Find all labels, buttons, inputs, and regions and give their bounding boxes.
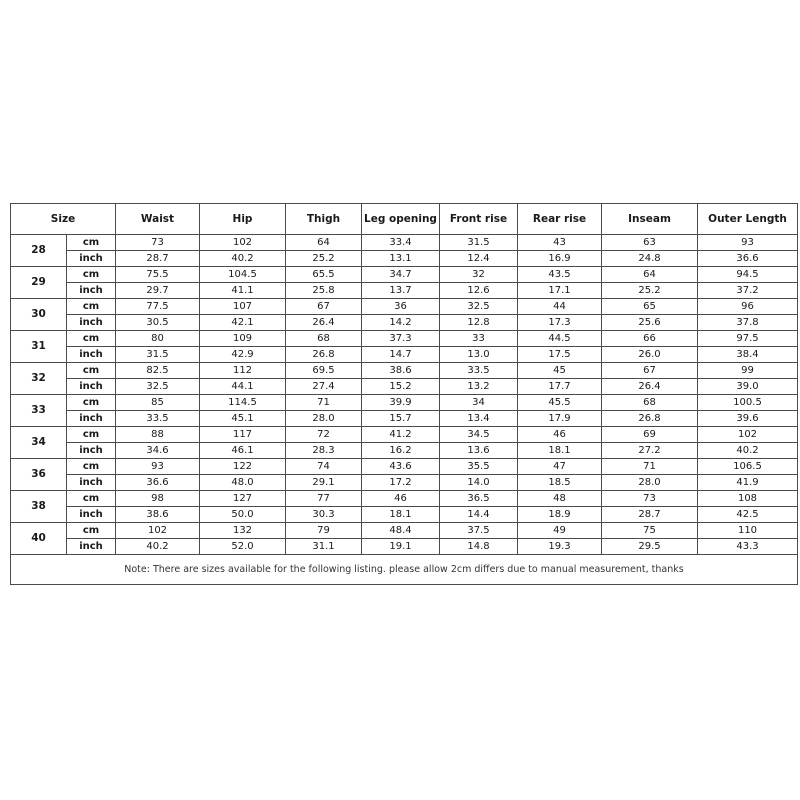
table-row bbox=[11, 427, 798, 443]
unit-label: cm bbox=[67, 491, 116, 507]
leg-opening-value: 19.1 bbox=[362, 539, 440, 555]
outer-length-value: 110 bbox=[698, 523, 798, 539]
hip-value: 102 bbox=[200, 235, 286, 251]
outer-length-value: 38.4 bbox=[698, 347, 798, 363]
inseam-value: 71 bbox=[602, 459, 698, 475]
table-row bbox=[11, 443, 798, 459]
leg-opening-value: 15.2 bbox=[362, 379, 440, 395]
rear-rise-value: 17.3 bbox=[518, 315, 602, 331]
outer-length-value: 41.9 bbox=[698, 475, 798, 491]
hip-value: 112 bbox=[200, 363, 286, 379]
table-row bbox=[11, 475, 798, 491]
inseam-value: 26.8 bbox=[602, 411, 698, 427]
unit-label: inch bbox=[67, 347, 116, 363]
leg-opening-value: 18.1 bbox=[362, 507, 440, 523]
unit-label: inch bbox=[67, 443, 116, 459]
unit-label: cm bbox=[67, 363, 116, 379]
rear-rise-value: 19.3 bbox=[518, 539, 602, 555]
outer-length-value: 106.5 bbox=[698, 459, 798, 475]
inseam-value: 68 bbox=[602, 395, 698, 411]
header-outer-length: Outer Length bbox=[698, 204, 798, 235]
thigh-value: 30.3 bbox=[286, 507, 362, 523]
thigh-value: 65.5 bbox=[286, 267, 362, 283]
leg-opening-value: 41.2 bbox=[362, 427, 440, 443]
waist-value: 38.6 bbox=[116, 507, 200, 523]
outer-length-value: 42.5 bbox=[698, 507, 798, 523]
hip-value: 42.1 bbox=[200, 315, 286, 331]
size-label: 38 bbox=[11, 491, 67, 523]
outer-length-value: 100.5 bbox=[698, 395, 798, 411]
unit-label: inch bbox=[67, 283, 116, 299]
outer-length-value: 37.2 bbox=[698, 283, 798, 299]
outer-length-value: 40.2 bbox=[698, 443, 798, 459]
waist-value: 102 bbox=[116, 523, 200, 539]
outer-length-value: 97.5 bbox=[698, 331, 798, 347]
rear-rise-value: 46 bbox=[518, 427, 602, 443]
hip-value: 50.0 bbox=[200, 507, 286, 523]
inseam-value: 63 bbox=[602, 235, 698, 251]
table-row bbox=[11, 363, 798, 379]
header-waist: Waist bbox=[116, 204, 200, 235]
leg-opening-value: 33.4 bbox=[362, 235, 440, 251]
unit-label: cm bbox=[67, 299, 116, 315]
front-rise-value: 37.5 bbox=[440, 523, 518, 539]
unit-label: inch bbox=[67, 475, 116, 491]
waist-value: 40.2 bbox=[116, 539, 200, 555]
leg-opening-value: 15.7 bbox=[362, 411, 440, 427]
size-label: 36 bbox=[11, 459, 67, 491]
front-rise-value: 31.5 bbox=[440, 235, 518, 251]
waist-value: 77.5 bbox=[116, 299, 200, 315]
thigh-value: 69.5 bbox=[286, 363, 362, 379]
outer-length-value: 94.5 bbox=[698, 267, 798, 283]
hip-value: 46.1 bbox=[200, 443, 286, 459]
rear-rise-value: 18.9 bbox=[518, 507, 602, 523]
outer-length-value: 93 bbox=[698, 235, 798, 251]
hip-value: 48.0 bbox=[200, 475, 286, 491]
leg-opening-value: 13.1 bbox=[362, 251, 440, 267]
front-rise-value: 32 bbox=[440, 267, 518, 283]
header-row bbox=[11, 204, 798, 235]
front-rise-value: 14.8 bbox=[440, 539, 518, 555]
outer-length-value: 96 bbox=[698, 299, 798, 315]
leg-opening-value: 13.7 bbox=[362, 283, 440, 299]
thigh-value: 72 bbox=[286, 427, 362, 443]
size-label: 40 bbox=[11, 523, 67, 555]
table-row bbox=[11, 235, 798, 251]
table-row bbox=[11, 459, 798, 475]
header-inseam: Inseam bbox=[602, 204, 698, 235]
rear-rise-value: 17.9 bbox=[518, 411, 602, 427]
size-label: 33 bbox=[11, 395, 67, 427]
unit-label: inch bbox=[67, 539, 116, 555]
table-row bbox=[11, 347, 798, 363]
table-row bbox=[11, 491, 798, 507]
leg-opening-value: 38.6 bbox=[362, 363, 440, 379]
hip-value: 127 bbox=[200, 491, 286, 507]
front-rise-value: 13.0 bbox=[440, 347, 518, 363]
inseam-value: 29.5 bbox=[602, 539, 698, 555]
header-rear-rise: Rear rise bbox=[518, 204, 602, 235]
waist-value: 73 bbox=[116, 235, 200, 251]
inseam-value: 64 bbox=[602, 267, 698, 283]
front-rise-value: 34 bbox=[440, 395, 518, 411]
unit-label: cm bbox=[67, 267, 116, 283]
waist-value: 30.5 bbox=[116, 315, 200, 331]
size-chart-table bbox=[10, 203, 798, 585]
outer-length-value: 108 bbox=[698, 491, 798, 507]
unit-label: inch bbox=[67, 251, 116, 267]
rear-rise-value: 43.5 bbox=[518, 267, 602, 283]
thigh-value: 28.3 bbox=[286, 443, 362, 459]
thigh-value: 26.8 bbox=[286, 347, 362, 363]
inseam-value: 67 bbox=[602, 363, 698, 379]
inseam-value: 27.2 bbox=[602, 443, 698, 459]
hip-value: 114.5 bbox=[200, 395, 286, 411]
hip-value: 104.5 bbox=[200, 267, 286, 283]
outer-length-value: 99 bbox=[698, 363, 798, 379]
hip-value: 132 bbox=[200, 523, 286, 539]
inseam-value: 26.4 bbox=[602, 379, 698, 395]
inseam-value: 65 bbox=[602, 299, 698, 315]
rear-rise-value: 17.5 bbox=[518, 347, 602, 363]
table-row bbox=[11, 523, 798, 539]
leg-opening-value: 37.3 bbox=[362, 331, 440, 347]
size-label: 29 bbox=[11, 267, 67, 299]
thigh-value: 68 bbox=[286, 331, 362, 347]
table-row bbox=[11, 299, 798, 315]
rear-rise-value: 17.7 bbox=[518, 379, 602, 395]
leg-opening-value: 14.2 bbox=[362, 315, 440, 331]
hip-value: 41.1 bbox=[200, 283, 286, 299]
rear-rise-value: 43 bbox=[518, 235, 602, 251]
leg-opening-value: 16.2 bbox=[362, 443, 440, 459]
rear-rise-value: 48 bbox=[518, 491, 602, 507]
leg-opening-value: 36 bbox=[362, 299, 440, 315]
table-row bbox=[11, 379, 798, 395]
waist-value: 88 bbox=[116, 427, 200, 443]
header-size: Size bbox=[11, 204, 116, 235]
unit-label: inch bbox=[67, 315, 116, 331]
size-label: 31 bbox=[11, 331, 67, 363]
thigh-value: 64 bbox=[286, 235, 362, 251]
front-rise-value: 35.5 bbox=[440, 459, 518, 475]
size-label: 34 bbox=[11, 427, 67, 459]
rear-rise-value: 49 bbox=[518, 523, 602, 539]
thigh-value: 29.1 bbox=[286, 475, 362, 491]
outer-length-value: 102 bbox=[698, 427, 798, 443]
waist-value: 93 bbox=[116, 459, 200, 475]
header-front-rise: Front rise bbox=[440, 204, 518, 235]
inseam-value: 28.0 bbox=[602, 475, 698, 491]
front-rise-value: 32.5 bbox=[440, 299, 518, 315]
rear-rise-value: 47 bbox=[518, 459, 602, 475]
header-leg-opening: Leg opening bbox=[362, 204, 440, 235]
leg-opening-value: 34.7 bbox=[362, 267, 440, 283]
thigh-value: 79 bbox=[286, 523, 362, 539]
thigh-value: 25.8 bbox=[286, 283, 362, 299]
thigh-value: 26.4 bbox=[286, 315, 362, 331]
front-rise-value: 13.2 bbox=[440, 379, 518, 395]
front-rise-value: 12.6 bbox=[440, 283, 518, 299]
unit-label: inch bbox=[67, 379, 116, 395]
leg-opening-value: 46 bbox=[362, 491, 440, 507]
front-rise-value: 33 bbox=[440, 331, 518, 347]
waist-value: 32.5 bbox=[116, 379, 200, 395]
table-row bbox=[11, 251, 798, 267]
table-row bbox=[11, 395, 798, 411]
inseam-value: 28.7 bbox=[602, 507, 698, 523]
rear-rise-value: 18.1 bbox=[518, 443, 602, 459]
waist-value: 28.7 bbox=[116, 251, 200, 267]
waist-value: 80 bbox=[116, 331, 200, 347]
leg-opening-value: 14.7 bbox=[362, 347, 440, 363]
front-rise-value: 12.8 bbox=[440, 315, 518, 331]
table-row bbox=[11, 315, 798, 331]
hip-value: 42.9 bbox=[200, 347, 286, 363]
rear-rise-value: 18.5 bbox=[518, 475, 602, 491]
leg-opening-value: 17.2 bbox=[362, 475, 440, 491]
hip-value: 44.1 bbox=[200, 379, 286, 395]
rear-rise-value: 44.5 bbox=[518, 331, 602, 347]
rear-rise-value: 16.9 bbox=[518, 251, 602, 267]
thigh-value: 25.2 bbox=[286, 251, 362, 267]
front-rise-value: 13.6 bbox=[440, 443, 518, 459]
note-row bbox=[11, 555, 798, 585]
inseam-value: 25.6 bbox=[602, 315, 698, 331]
leg-opening-value: 39.9 bbox=[362, 395, 440, 411]
front-rise-value: 14.4 bbox=[440, 507, 518, 523]
size-label: 32 bbox=[11, 363, 67, 395]
hip-value: 45.1 bbox=[200, 411, 286, 427]
front-rise-value: 12.4 bbox=[440, 251, 518, 267]
inseam-value: 69 bbox=[602, 427, 698, 443]
thigh-value: 77 bbox=[286, 491, 362, 507]
thigh-value: 67 bbox=[286, 299, 362, 315]
rear-rise-value: 44 bbox=[518, 299, 602, 315]
hip-value: 40.2 bbox=[200, 251, 286, 267]
waist-value: 82.5 bbox=[116, 363, 200, 379]
front-rise-value: 14.0 bbox=[440, 475, 518, 491]
rear-rise-value: 17.1 bbox=[518, 283, 602, 299]
table-row bbox=[11, 283, 798, 299]
unit-label: cm bbox=[67, 427, 116, 443]
outer-length-value: 43.3 bbox=[698, 539, 798, 555]
waist-value: 34.6 bbox=[116, 443, 200, 459]
header-thigh: Thigh bbox=[286, 204, 362, 235]
unit-label: inch bbox=[67, 411, 116, 427]
unit-label: cm bbox=[67, 235, 116, 251]
size-label: 30 bbox=[11, 299, 67, 331]
unit-label: cm bbox=[67, 331, 116, 347]
waist-value: 33.5 bbox=[116, 411, 200, 427]
hip-value: 117 bbox=[200, 427, 286, 443]
front-rise-value: 13.4 bbox=[440, 411, 518, 427]
waist-value: 98 bbox=[116, 491, 200, 507]
hip-value: 107 bbox=[200, 299, 286, 315]
unit-label: cm bbox=[67, 523, 116, 539]
inseam-value: 25.2 bbox=[602, 283, 698, 299]
thigh-value: 74 bbox=[286, 459, 362, 475]
waist-value: 31.5 bbox=[116, 347, 200, 363]
front-rise-value: 34.5 bbox=[440, 427, 518, 443]
leg-opening-value: 48.4 bbox=[362, 523, 440, 539]
measurement-note: Note: There are sizes available for the following listing. please allow 2cm differs due to manual measurement, thanks bbox=[11, 555, 798, 585]
rear-rise-value: 45.5 bbox=[518, 395, 602, 411]
inseam-value: 66 bbox=[602, 331, 698, 347]
hip-value: 109 bbox=[200, 331, 286, 347]
header-hip: Hip bbox=[200, 204, 286, 235]
waist-value: 29.7 bbox=[116, 283, 200, 299]
outer-length-value: 37.8 bbox=[698, 315, 798, 331]
hip-value: 122 bbox=[200, 459, 286, 475]
thigh-value: 27.4 bbox=[286, 379, 362, 395]
table-row bbox=[11, 411, 798, 427]
thigh-value: 31.1 bbox=[286, 539, 362, 555]
table-row bbox=[11, 267, 798, 283]
thigh-value: 71 bbox=[286, 395, 362, 411]
waist-value: 36.6 bbox=[116, 475, 200, 491]
inseam-value: 26.0 bbox=[602, 347, 698, 363]
table-row bbox=[11, 507, 798, 523]
rear-rise-value: 45 bbox=[518, 363, 602, 379]
inseam-value: 75 bbox=[602, 523, 698, 539]
inseam-value: 73 bbox=[602, 491, 698, 507]
unit-label: cm bbox=[67, 459, 116, 475]
outer-length-value: 39.0 bbox=[698, 379, 798, 395]
front-rise-value: 36.5 bbox=[440, 491, 518, 507]
front-rise-value: 33.5 bbox=[440, 363, 518, 379]
size-label: 28 bbox=[11, 235, 67, 267]
hip-value: 52.0 bbox=[200, 539, 286, 555]
leg-opening-value: 43.6 bbox=[362, 459, 440, 475]
outer-length-value: 39.6 bbox=[698, 411, 798, 427]
unit-label: cm bbox=[67, 395, 116, 411]
table-row bbox=[11, 331, 798, 347]
waist-value: 85 bbox=[116, 395, 200, 411]
inseam-value: 24.8 bbox=[602, 251, 698, 267]
outer-length-value: 36.6 bbox=[698, 251, 798, 267]
waist-value: 75.5 bbox=[116, 267, 200, 283]
table-row bbox=[11, 539, 798, 555]
size-chart-body bbox=[11, 204, 798, 585]
unit-label: inch bbox=[67, 507, 116, 523]
thigh-value: 28.0 bbox=[286, 411, 362, 427]
